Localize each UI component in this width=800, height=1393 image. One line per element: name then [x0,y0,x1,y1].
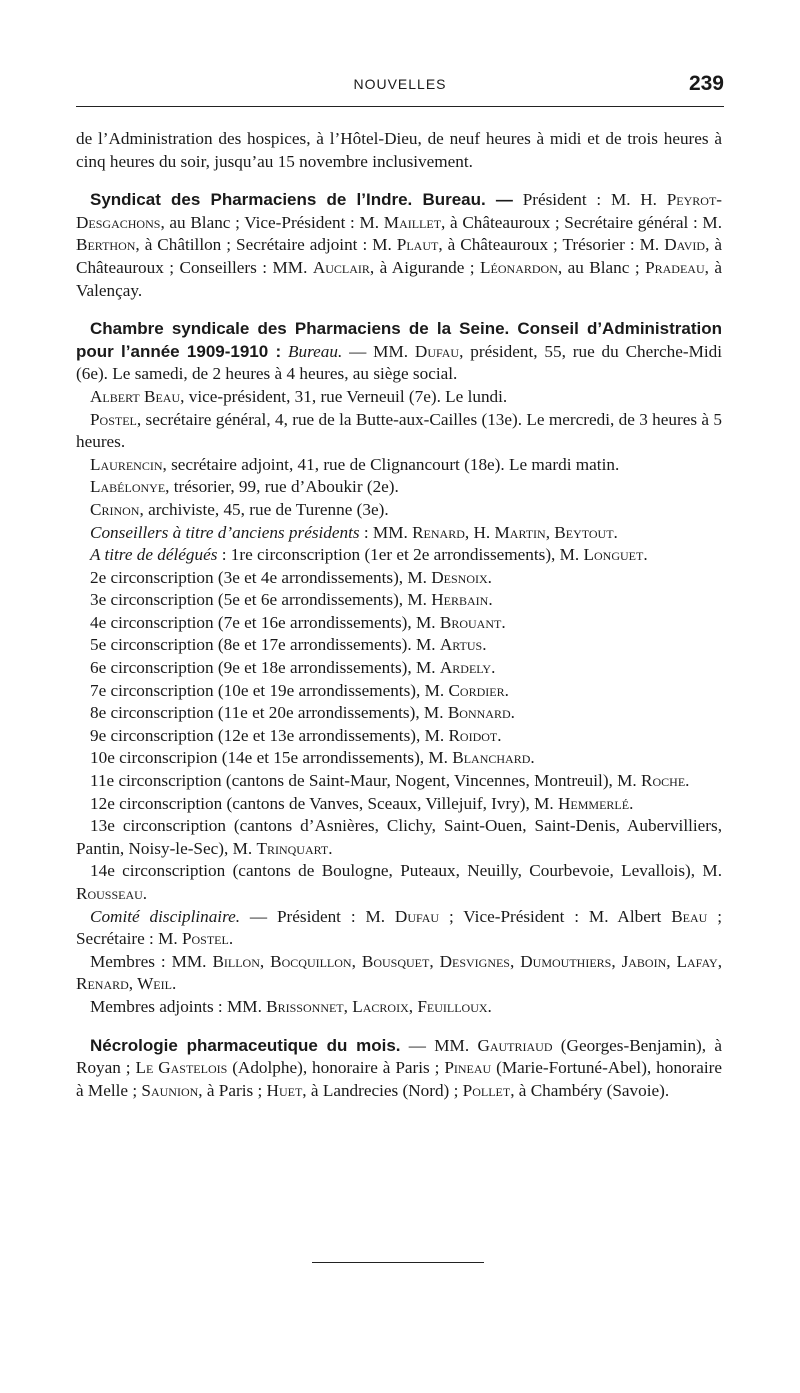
circonscription-entry: 10e circonscripion (14e et 15e arrondissements), M. Blanchard. [90,748,535,768]
bureau-entry: Laurencin, secrétaire adjoint, 41, rue de Clignancourt (18e). Le mardi matin. [90,454,620,474]
person-name: Billon, Bocquillon, Bousquet, Desvignes, Dumouthiers, Jaboin, Lafay, Renard, Weil. [76,951,722,994]
person-name: Renard, H. Martin, Beytout. [412,522,618,542]
person-name: Bonnard. [447,703,515,723]
bureau-entry: Postel, secrétaire général, 4, rue de la Butte-aux-Cailles (13e). Le mercredi, de 3 heures à 5 heures. [76,409,722,452]
person-name: Brouant. [439,612,506,632]
person-name: Postel [90,409,137,429]
header-rule [76,106,724,107]
person-name: Beau [671,906,708,926]
circonscription-entry: 8e circonscription (11e et 20e arrondissements), M. Bonnard. [90,703,515,723]
person-name: Roidot. [448,725,502,745]
person-name: Léonardon [480,257,558,277]
person-name: Hemmerlé. [558,793,634,813]
person-name: Herbain. [431,590,493,610]
delegues-entry: A titre de délégués : 1re circonscription (1er et 2e arrondissements), M. Longuet. [90,545,648,565]
person-name: Crinon [90,499,140,519]
person-name: Rousseau. [76,884,148,903]
article-body [76,128,722,1102]
person-name: Saunion [141,1080,199,1100]
person-name: Postel. [181,929,234,949]
bureau-label: Bureau. [288,341,343,361]
necrologie-paragraph: Nécrologie pharmaceutique du mois. — MM. Gautriaud (Georges-Benjamin), à Royan ; Le Gastelois (Adolphe), honoraire à Paris ; Pineau (Marie-Fortuné-Abel), honoraire à Melle ; Saunion, à Paris ; Huet, à Landrecies (Nord) ; Pollet, à Chambéry (Savoie). [76,1035,722,1100]
person-name: Pineau [444,1058,492,1078]
person-name: Longuet. [583,545,648,565]
seine-paragraph: Chambre syndicale des Pharmaciens de la Seine. Conseil d’Administration pour l’année 1909-1910 : Bureau. — MM. Dufau, président, 55, rue du Cherche-Midi (6e). Le samedi, de 2 heures à 4 heures, au siège social. [76,319,723,384]
anciens-presidents-entry: Conseillers à titre d’anciens présidents : MM. Renard, H. Martin, Beytout. [90,522,618,542]
indre-paragraph: Syndicat des Pharmaciens de l’Indre. Bureau. — Président : M. H. Peyrot-Desgachons, au Blanc ; Vice-Président : M. Maillet, à Châteauroux ; Secrétaire général : M. Berthon, à Châtillon ; Secrétaire adjoint : M. Plaut, à Châteauroux ; Trésorier : M. David, à Châteauroux ; Conseillers : MM. Auclair, à Aigurande ; Léonardon, au Blanc ; Pradeau, à Valençay. [76,190,723,300]
delegues-label: A titre de délégués [90,545,218,565]
person-name: Huet [266,1080,303,1100]
bureau-entry: Albert Beau, vice-président, 31, rue Verneuil (7e). Le lundi. [90,386,508,406]
comite-entry: Comité disciplinaire. — Président : M. Dufau ; Vice-Président : M. Albert Beau ; Secrétaire : M. Postel. [76,906,722,949]
person-name: Maillet [383,212,442,232]
circonscription-entry: 2e circonscription (3e et 4e arrondissements), M. Desnoix. [90,567,492,587]
circonscription-entry: 6e circonscription (9e et 18e arrondissements), M. Ardely. [90,658,496,678]
bureau-entry: Crinon, archiviste, 45, rue de Turenne (3e). [90,499,389,519]
circonscription-entry: 7e circonscription (10e et 19e arrondissements), M. Cordier. [90,680,509,700]
person-name: Laurencin [90,454,163,474]
anciens-label: Conseillers à titre d’anciens présidents [90,522,360,542]
person-name: Auclair [312,257,370,277]
person-name: Berthon [76,235,136,255]
bureau-entry: Labélonye, trésorier, 99, rue d’Aboukir (2e). [90,477,399,497]
circonscription-entry: 14e circonscription (cantons de Boulogne, Puteaux, Neuilly, Courbevoie, Levallois), M. Rousseau. [76,861,722,903]
indre-title: Syndicat des Pharmaciens de l’Indre. Bureau. — [90,190,513,210]
circonscription-entry: 5e circonscription (8e et 17e arrondissements). M. Artus. [90,635,487,655]
person-name: Gautriaud [477,1035,553,1055]
person-name: Pollet [462,1080,511,1100]
circonscription-entry: 11e circonscription (cantons de Saint-Maur, Nogent, Vincennes, Montreuil), M. Roche. [90,771,690,791]
hospices-paragraph: de l’Administration des hospices, à l’Hôtel-Dieu, de neuf heures à midi et de trois heures à cinq heures du soir, jusqu’au 15 novembre inclusivement. [76,129,722,171]
seine-title: Chambre syndicale des Pharmaciens de la Seine. Conseil d’Administration pour l’année 1909-1910 : [76,319,722,361]
person-name: Cordier. [448,680,509,700]
person-name: Albert Beau [90,386,181,406]
person-name: Dufau [414,341,460,361]
person-name: Ardely. [439,658,496,678]
circonscription-entry: 4e circonscription (7e et 16e arrondissements), M. Brouant. [90,612,506,632]
person-name: David [664,235,706,255]
circonscription-entry: 9e circonscription (12e et 13e arrondissements), M. Roidot. [90,725,502,745]
end-rule [312,1262,484,1263]
person-name: Labélonye [90,477,166,497]
circonscription-entry: 13e circonscription (cantons d’Asnières, Clichy, Saint-Ouen, Saint-Denis, Aubervilliers, Pantin, Noisy-le-Sec), M. Trinquart. [76,816,722,858]
person-name: Pradeau [645,257,705,277]
person-name: Trinquart. [256,838,333,858]
person-name: Dufau [394,906,440,926]
necrologie-title: Nécrologie pharmaceutique du mois. [90,1035,401,1055]
person-name: Plaut [396,235,439,255]
person-name: Roche. [641,771,690,791]
page-header [76,72,724,100]
person-name: Artus. [439,635,487,655]
person-name: Peyrot-Desgachons [76,190,723,232]
page-number: 239 [688,72,724,95]
person-name: Le Gastelois [135,1058,228,1078]
person-name: Desnoix. [431,567,492,587]
circonscription-entry: 12e circonscription (cantons de Vanves, Sceaux, Villejuif, Ivry), M. Hemmerlé. [90,793,634,813]
running-head: NOUVELLES [353,76,447,92]
circonscription-entry: 3e circonscription (5e et 6e arrondissements), M. Herbain. [90,590,493,610]
comite-label: Comité disciplinaire. [90,906,241,926]
person-name: Blanchard. [452,748,535,768]
person-name: Brissonnet, Lacroix, Feuilloux. [266,996,492,1016]
membres-entry: Membres : MM. Billon, Bocquillon, Bousquet, Desvignes, Dumouthiers, Jaboin, Lafay, Renard, Weil. [76,951,722,994]
membres-adjoints-entry: Membres adjoints : MM. Brissonnet, Lacroix, Feuilloux. [90,996,492,1016]
